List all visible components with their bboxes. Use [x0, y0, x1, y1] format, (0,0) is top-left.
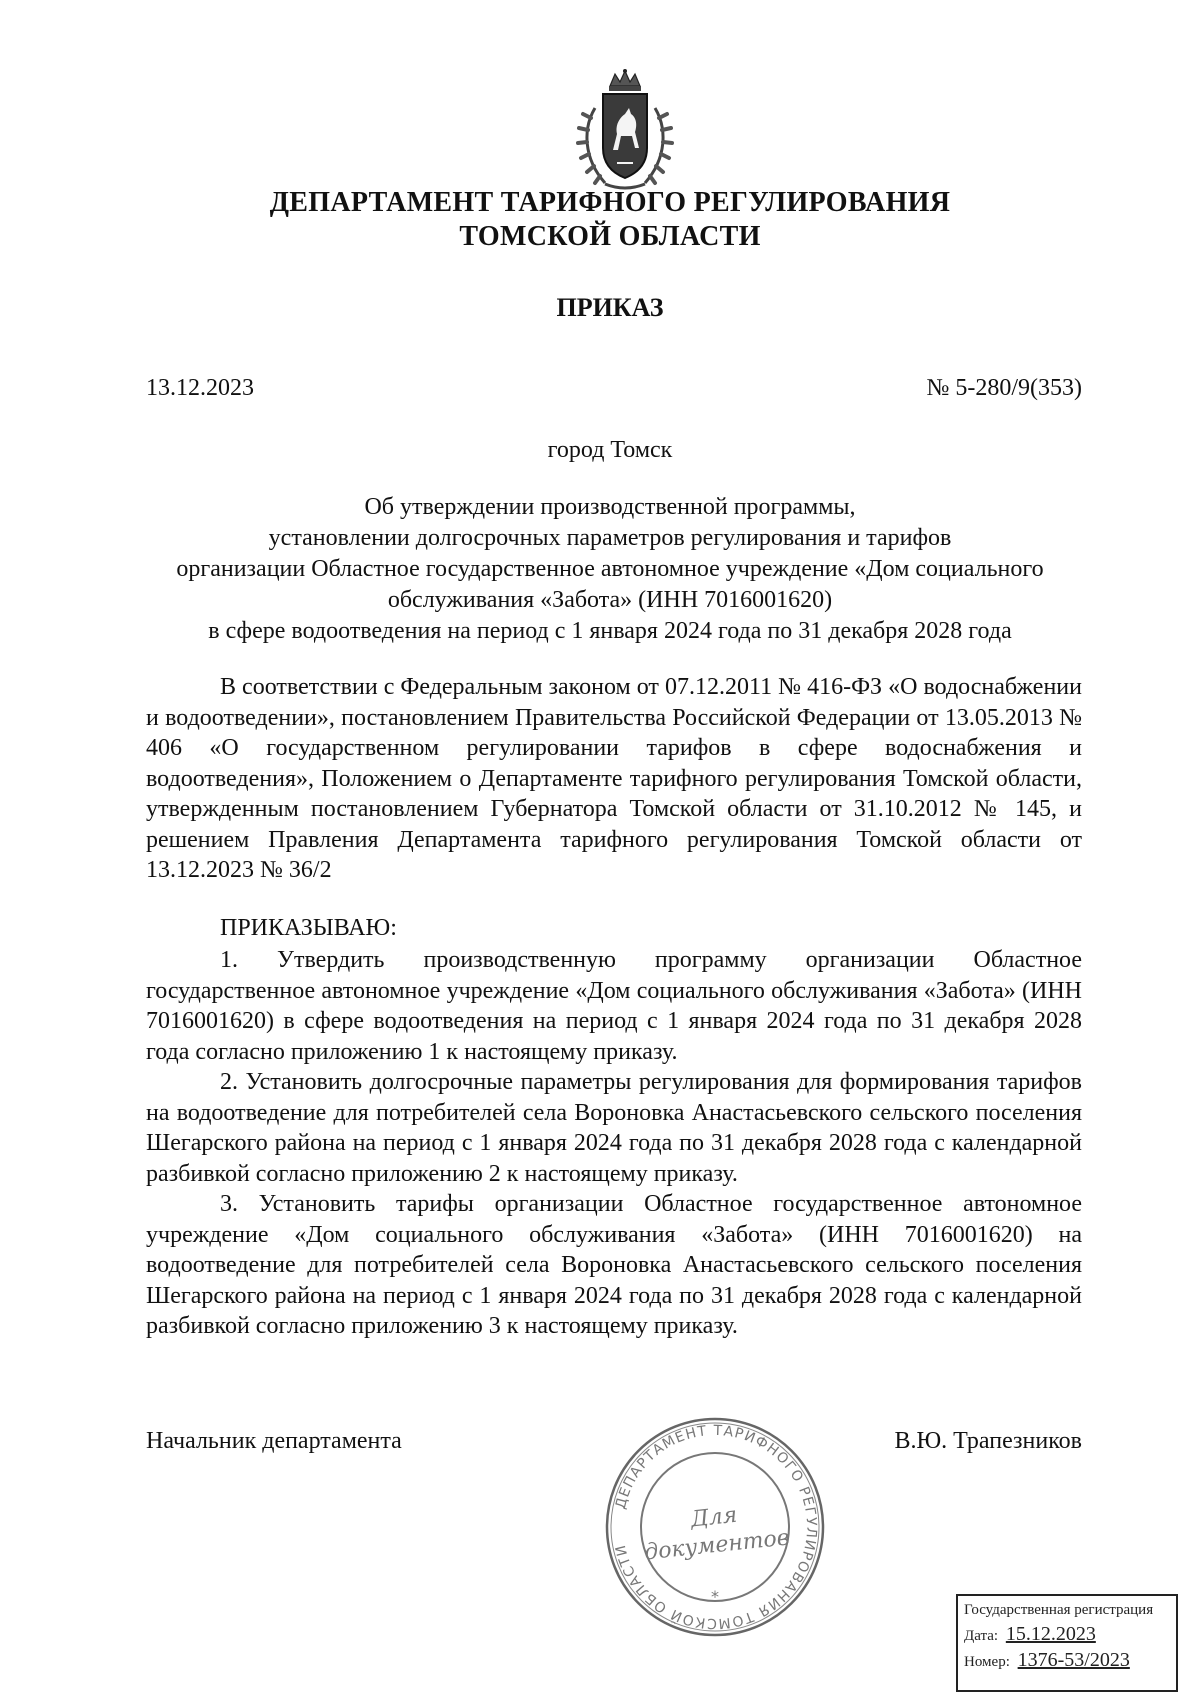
- organization-title: [140, 186, 1080, 254]
- svg-text:ДЕПАРТАМЕНТ ТАРИФНОГО РЕГУЛИРО: ДЕПАРТАМЕНТ ТАРИФНОГО РЕГУЛИРОВАНИЯ ТОМСКОЙ ОБЛАСТИ: [612, 1422, 820, 1632]
- svg-text:*: *: [711, 1587, 719, 1606]
- organization-title-line1: ДЕПАРТАМЕНТ ТАРИФНОГО РЕГУЛИРОВАНИЯ: [269, 187, 951, 218]
- registration-date-row: [964, 1622, 1170, 1648]
- subject-line: организации Областное государственное автономное учреждение «Дом социального: [176, 556, 1044, 582]
- registration-number-row: [964, 1648, 1170, 1674]
- order-item-1: 1. Утвердить производственную программу организации Областное государственное автономное учреждение «Дом социального обслуживания «Забота» (ИНН 7016001620) в сфере водоотведения на период с 1 января 2024 года по 31 декабря 2028 года согласно приложению 1 к настоящему приказу.: [146, 947, 1082, 1065]
- registration-title: Государственная регистрация: [964, 1602, 1154, 1618]
- order-item-3: 3. Установить тарифы организации Областное государственное автономное учреждение «Дом социального обслуживания «Забота» (ИНН 7016001620) на водоотведение для потребителей села Вороновка Анастасьевского сельского поселения Шегарского района на период с 1 января 2024 года по 31 декабря 2028 года с календарной разбивкой согласно приложению 3 к настоящему приказу.: [146, 1191, 1082, 1339]
- coat-of-arms-icon: [565, 68, 685, 198]
- registration-number-label: Номер:: [964, 1654, 1010, 1670]
- registration-number-value: 1376-53/2023: [1017, 1649, 1130, 1671]
- registration-date-label: Дата:: [964, 1628, 999, 1644]
- subject-line: в сфере водоотведения на период с 1 января 2024 года по 31 декабря 2028 года: [208, 618, 1012, 644]
- organization-title-line2: ТОМСКОЙ ОБЛАСТИ: [459, 221, 761, 252]
- subject-line: установлении долгосрочных параметров регулирования и тарифов: [268, 525, 952, 551]
- subject-line: Об утверждении производственной программы,: [364, 494, 856, 520]
- state-registration-box: [956, 1594, 1178, 1692]
- subject-line: обслуживания «Забота» (ИНН 7016001620): [387, 587, 833, 613]
- document-subject: [140, 492, 1080, 647]
- svg-text:документов: документов: [643, 1525, 791, 1566]
- document-city: город Томск: [547, 437, 673, 463]
- preamble-paragraph: В соответствии с Федеральным законом от 07.12.2011 № 416-ФЗ «О водоснабжении и водоотведении», постановлением Правительства Российской Федерации от 13.05.2013 № 406 «О государственном регулировании тарифов в сфере водоснабжения и водоотведения», Положением о Департаменте тарифного регулирования Томской области, утвержденным постановлением Губернатора Томской области от 31.10.2012 № 145, и решением Правления Департамента тарифного регулирования Томской области от 13.12.2023 № 36/2: [146, 674, 1082, 883]
- order-item-2: 2. Установить долгосрочные параметры регулирования для формирования тарифов на водоотведение для потребителей села Вороновка Анастасьевского сельского поселения Шегарского района на период с 1 января 2024 года по 31 декабря 2028 года с календарной разбивкой согласно приложению 2 к настоящему приказу.: [146, 1069, 1082, 1187]
- official-stamp-seal: [600, 1412, 830, 1642]
- document-number: № 5-280/9(353): [926, 375, 1082, 401]
- document-type-heading: ПРИКАЗ: [556, 293, 664, 322]
- order-word: ПРИКАЗЫВАЮ:: [220, 915, 397, 941]
- signatory-name: В.Ю. Трапезников: [894, 1428, 1082, 1454]
- document-date: 13.12.2023: [146, 375, 254, 401]
- svg-text:Для: Для: [689, 1502, 739, 1533]
- registration-date-value: 15.12.2023: [1005, 1623, 1096, 1645]
- signatory-title: Начальник департамента: [146, 1428, 402, 1454]
